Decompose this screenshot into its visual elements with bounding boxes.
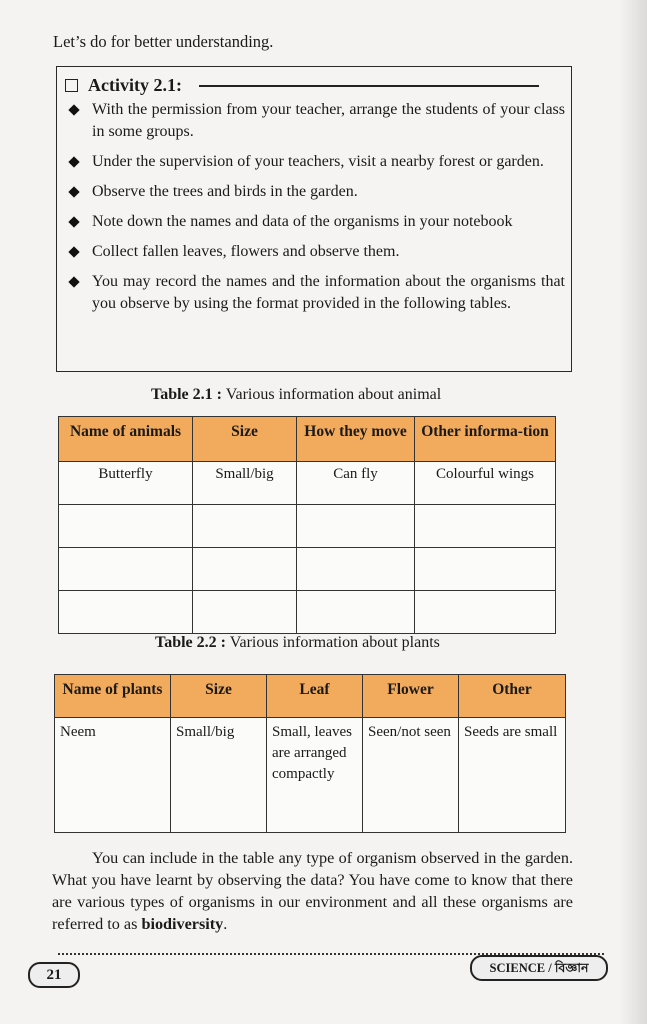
table-row <box>59 591 556 634</box>
activity-box <box>56 66 572 372</box>
table-cell <box>297 591 415 634</box>
diamond-bullet-icon <box>68 186 79 197</box>
plant-info-table <box>54 674 566 833</box>
table-cell: Small, leaves are arranged compactly <box>267 718 363 833</box>
activity-title: Activity 2.1: <box>88 75 182 95</box>
table-cell <box>193 591 297 634</box>
table-cell <box>193 548 297 591</box>
table1-caption <box>151 386 441 404</box>
summary-end: . <box>223 915 228 933</box>
diamond-bullet-icon <box>68 216 79 227</box>
activity-title-rule <box>199 85 539 87</box>
table-cell: Seen/not seen <box>363 718 459 833</box>
column-header: Name of plants <box>55 675 171 718</box>
table-header-row <box>59 417 556 462</box>
page-edge-shadow <box>619 0 647 1024</box>
table-cell: Neem <box>55 718 171 833</box>
table-cell: Small/big <box>171 718 267 833</box>
summary-text: You can include in the table any type of organism observed in the garden. What you have learnt by observing the data? You have come to know that there are various types of organisms in our environment and all these organisms are referred to as <box>52 849 573 933</box>
table-cell <box>415 505 556 548</box>
table-cell <box>415 591 556 634</box>
table-cell: Seeds are small <box>459 718 566 833</box>
table-cell: Butterfly <box>59 462 193 505</box>
table-cell <box>59 548 193 591</box>
page-number: 21 <box>28 962 80 988</box>
activity-item <box>65 241 565 263</box>
column-header: Other informa-tion <box>415 417 556 462</box>
biodiversity-term: biodiversity <box>141 915 224 933</box>
table-row <box>59 505 556 548</box>
activity-item-text: Observe the trees and birds in the garden. <box>92 183 358 200</box>
table-row <box>59 462 556 505</box>
diamond-bullet-icon <box>68 276 79 287</box>
diamond-bullet-icon <box>68 104 79 115</box>
table-cell <box>297 548 415 591</box>
activity-item <box>65 99 565 143</box>
table-cell <box>59 591 193 634</box>
activity-item <box>65 181 565 203</box>
column-header: Size <box>171 675 267 718</box>
activity-list <box>65 99 565 323</box>
table-cell <box>297 505 415 548</box>
column-header: Name of animals <box>59 417 193 462</box>
activity-item <box>65 271 565 315</box>
activity-item <box>65 151 565 173</box>
activity-item <box>65 211 565 233</box>
table1-caption-text: Various information about animal <box>221 386 442 403</box>
column-header: Size <box>193 417 297 462</box>
column-header: Other <box>459 675 566 718</box>
table-cell: Colourful wings <box>415 462 556 505</box>
activity-item-text: Collect fallen leaves, flowers and observe them. <box>92 243 400 260</box>
table-cell <box>415 548 556 591</box>
table-cell <box>193 505 297 548</box>
animal-info-table <box>58 416 556 634</box>
activity-header <box>65 75 182 96</box>
activity-item-text: Note down the names and data of the organisms in your notebook <box>92 213 513 230</box>
table2-caption-text: Various information about plants <box>225 634 440 651</box>
table-cell: Can fly <box>297 462 415 505</box>
diamond-bullet-icon <box>68 156 79 167</box>
table2-caption <box>155 634 440 652</box>
table-cell <box>59 505 193 548</box>
table-row <box>59 548 556 591</box>
checkbox-icon <box>65 79 78 92</box>
intro-text: Let’s do for better understanding. <box>53 32 274 51</box>
activity-item-text: You may record the names and the information about the organisms that you observe by using the format provided in the following tables. <box>92 273 565 312</box>
column-header: Flower <box>363 675 459 718</box>
table-row <box>55 718 566 833</box>
column-header: How they move <box>297 417 415 462</box>
table-header-row <box>55 675 566 718</box>
activity-item-text: With the permission from your teacher, arrange the students of your class in some groups. <box>92 101 565 140</box>
activity-item-text: Under the supervision of your teachers, visit a nearby forest or garden. <box>92 153 544 170</box>
diamond-bullet-icon <box>68 246 79 257</box>
summary-paragraph <box>52 847 573 935</box>
table-cell: Small/big <box>193 462 297 505</box>
table1-caption-label: Table 2.1 : <box>151 386 222 403</box>
table2-caption-label: Table 2.2 : <box>155 634 226 651</box>
column-header: Leaf <box>267 675 363 718</box>
subject-tag: SCIENCE / বিজ্ঞান <box>470 955 608 981</box>
